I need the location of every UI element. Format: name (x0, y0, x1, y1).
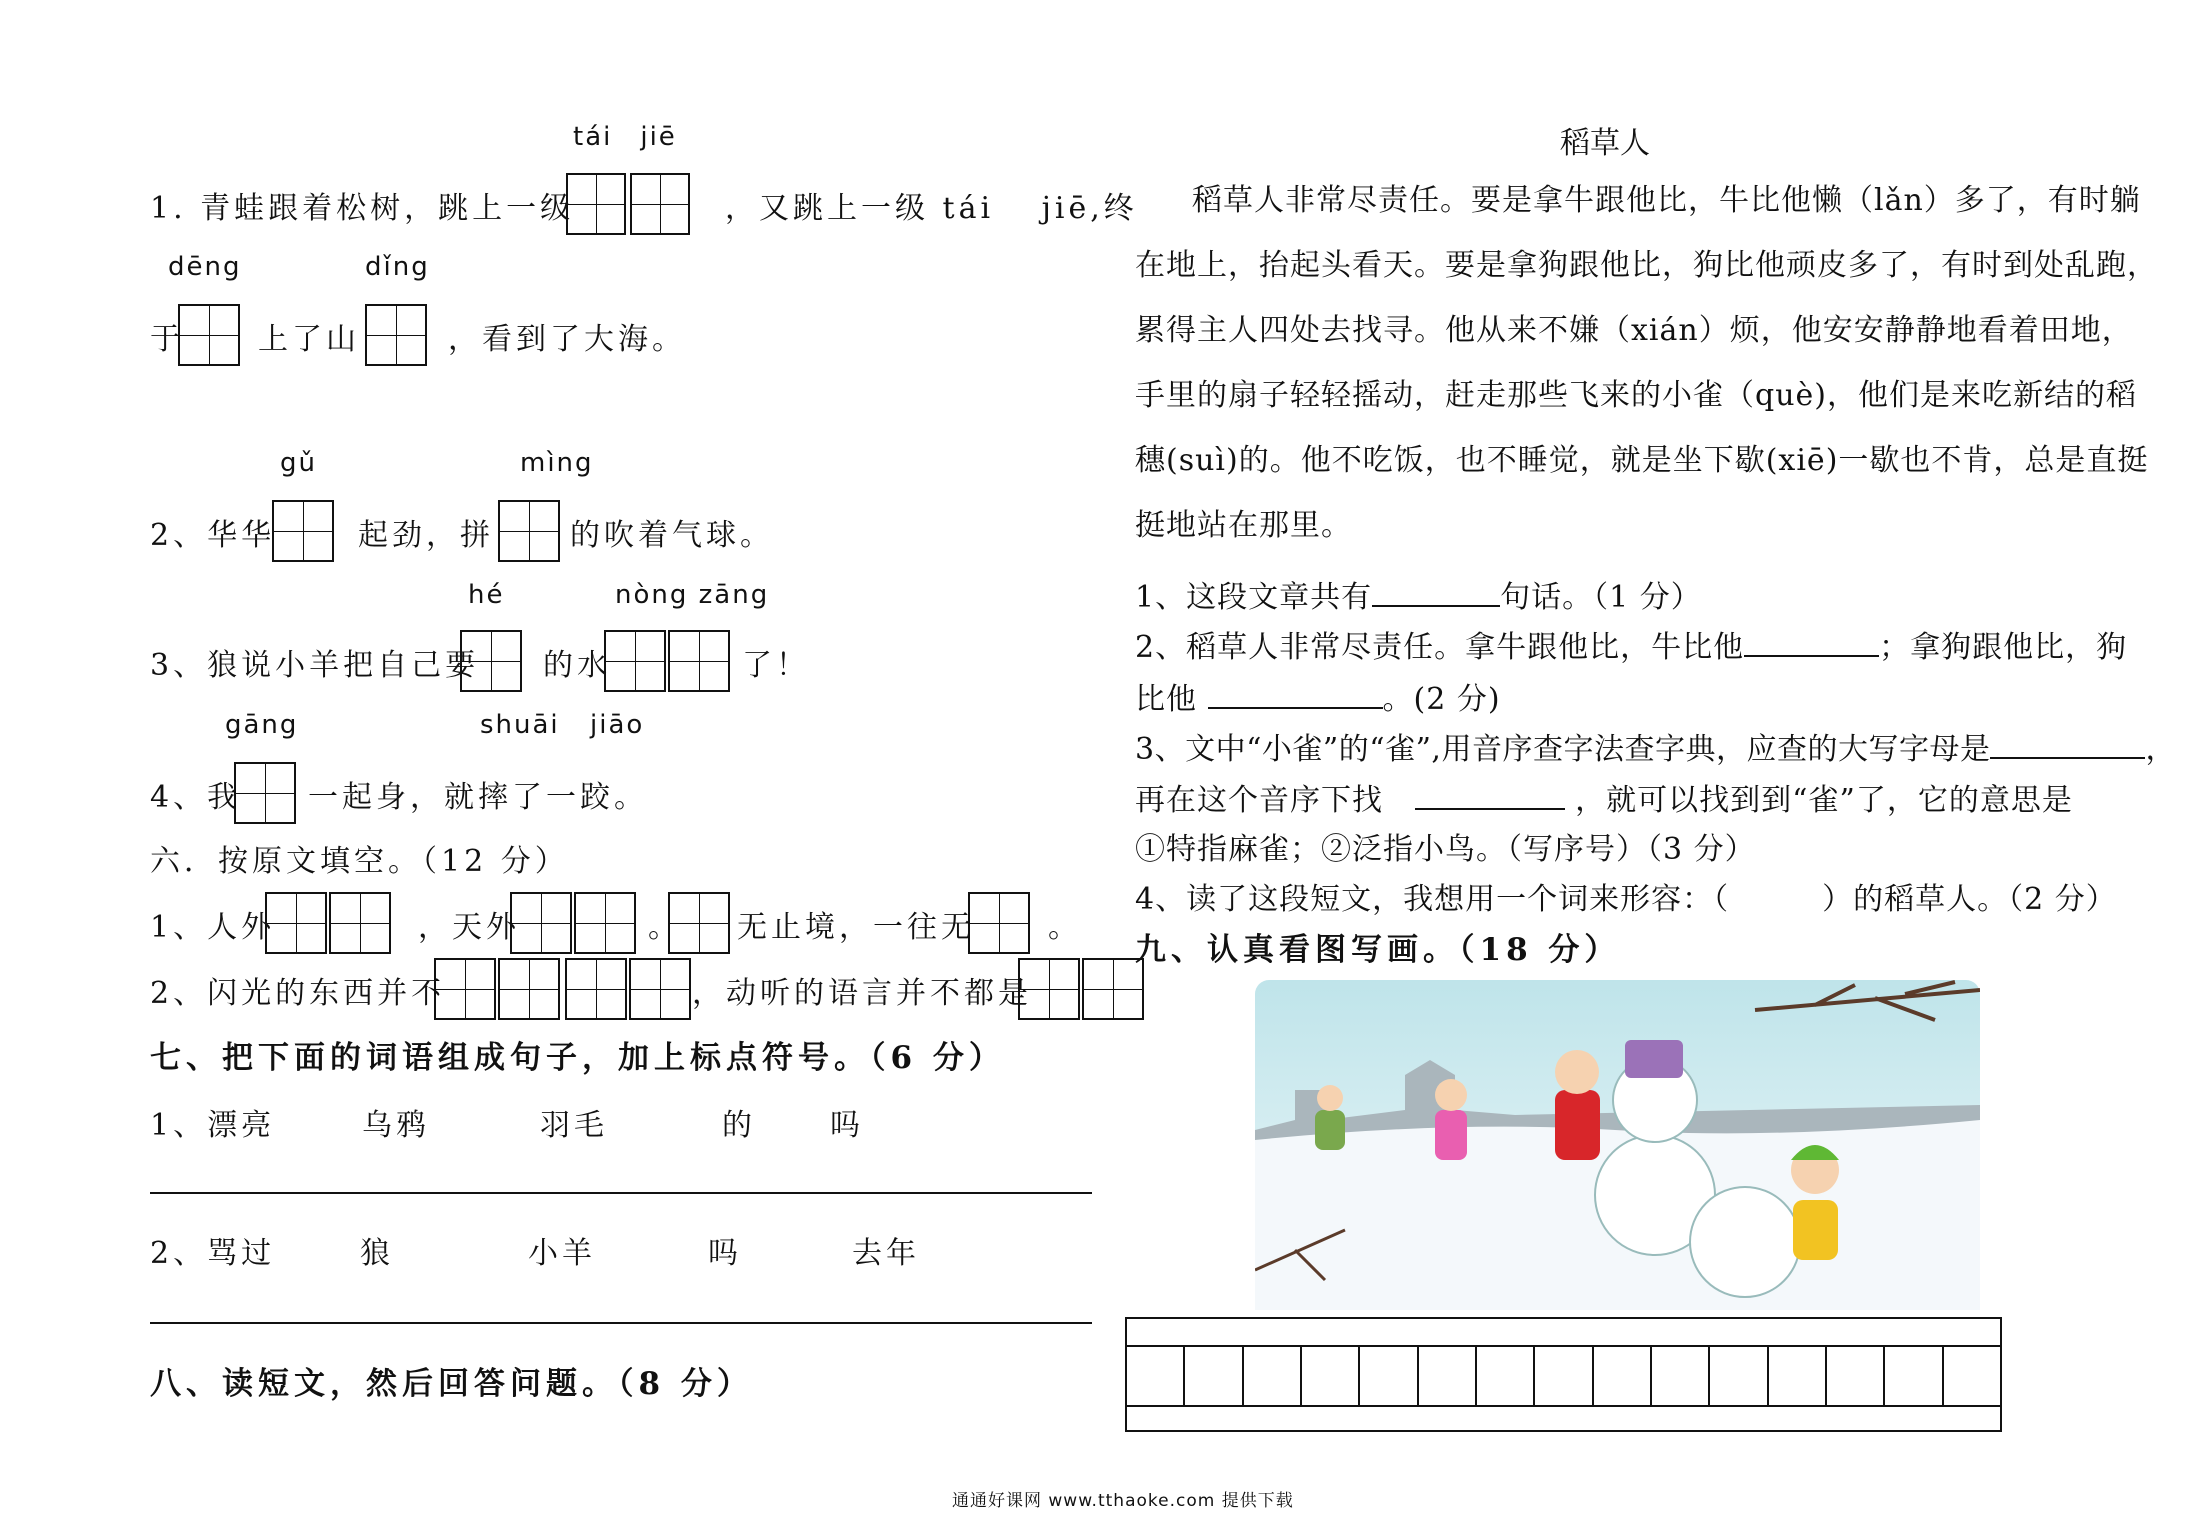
q5-line2-text-b: 上了山 (258, 322, 360, 357)
child-pink-coat (1435, 1110, 1467, 1160)
q8-answer-4: 4、读了这段短文，我想用一个词来形容：（ ）的稻草人。（2 分） (1135, 882, 2117, 917)
char-box[interactable] (498, 958, 560, 1020)
q5-line4-text-b: 的水 (543, 648, 611, 683)
q8-answer-3b: 再在这个音序下找 ，就可以找到到“雀”了，它的意思是 (1135, 783, 2073, 818)
q7-s1-w2: 乌鸦 (362, 1108, 430, 1143)
section-8-title: 八、读短文，然后回答问题。（8 分） (150, 1366, 753, 1402)
answer-blank[interactable] (1415, 784, 1565, 810)
grid-cell[interactable] (1127, 1347, 1185, 1405)
q8-answer-1: 1、这段文章共有 句话。（1 分） (1135, 580, 1702, 615)
snowman-illustration (1255, 980, 1980, 1310)
char-box[interactable] (272, 500, 334, 562)
footer: 通通好课网 www.tthaoke.com 提供下载 (952, 1491, 1294, 1511)
pinyin-nongzang: nòng zāng (615, 580, 770, 610)
q5-line4-text-a: 3、狼说小羊把自己要 (150, 648, 480, 683)
answer-line[interactable] (150, 1192, 1092, 1194)
story-line-2: 在地上，抬起头看天。要是拿狗跟他比，狗比他顽皮多了，有时到处乱跑， (1135, 248, 2158, 283)
grid-cell[interactable] (1769, 1347, 1827, 1405)
q6-line1-c: 。 (648, 910, 682, 945)
writing-grid (1125, 1317, 2002, 1432)
grid-cell[interactable] (1477, 1347, 1535, 1405)
pinyin-deng: dēng (168, 252, 242, 282)
grid-row (1127, 1345, 2000, 1407)
char-box[interactable] (668, 630, 730, 692)
grid-cell[interactable] (1360, 1347, 1418, 1405)
grid-cell[interactable] (1535, 1347, 1593, 1405)
char-box[interactable] (968, 892, 1030, 954)
section-6-title: 六．按原文填空。（12 分） (150, 844, 569, 879)
child-green-coat (1315, 1110, 1345, 1150)
girl-red-coat (1555, 1090, 1600, 1160)
char-box[interactable] (329, 892, 391, 954)
story-line-1: 稻草人非常尽责任。要是拿牛跟他比，牛比他懒（lǎn）多了，有时躺 (1192, 183, 2141, 218)
char-box[interactable] (265, 892, 327, 954)
q7-s1-w5: 吗 (830, 1108, 864, 1143)
grid-cell[interactable] (1652, 1347, 1710, 1405)
child-face (1317, 1085, 1343, 1111)
q7-s2-w4: 吗 (708, 1236, 742, 1271)
q7-s1-w4: 的 (722, 1108, 756, 1143)
section-7-title: 七、把下面的词语组成句子，加上标点符号。（6 分） (150, 1040, 1005, 1076)
char-box[interactable] (498, 500, 560, 562)
q8-answer-2b: 比他 。(2 分) (1135, 682, 1501, 717)
q5-line3-text-c: 的吹着气球。 (570, 518, 774, 553)
grid-cell[interactable] (1594, 1347, 1652, 1405)
char-box[interactable] (604, 630, 666, 692)
q8-answer-3c: ①特指麻雀；②泛指小鸟。（写序号）（3 分） (1135, 832, 1756, 867)
q7-s1-w3: 羽毛 (540, 1108, 608, 1143)
story-title: 稻草人 (1560, 126, 1650, 161)
q6-line1-a: 1、人外 (150, 910, 276, 945)
section-9-title: 九、认真看图写画。（18 分） (1135, 932, 1621, 968)
q5-line2-text-c: ，看到了大海。 (448, 322, 686, 357)
pinyin-ming: mìng (520, 448, 594, 478)
story-line-3: 累得主人四处去找寻。他从来不嫌（xián）烦，他安安静静地看着田地， (1135, 313, 2133, 348)
story-line-4: 手里的扇子轻轻摇动，赶走那些飞来的小雀（què)，他们是来吃新结的稻 (1135, 378, 2137, 413)
char-box[interactable] (510, 892, 572, 954)
q7-s2-w1: 2、骂过 (150, 1236, 276, 1271)
q5-line5-text-a: 4、我 (150, 780, 242, 815)
grid-cell[interactable] (1419, 1347, 1477, 1405)
char-box[interactable] (565, 958, 627, 1020)
grid-cell[interactable] (1185, 1347, 1243, 1405)
grid-cell[interactable] (1885, 1347, 1943, 1405)
q8-answer-3: 3、文中“小雀”的“雀”,用音序查字法查字典，应查的大写字母是 ， (1135, 732, 2176, 767)
pinyin-gu: gǔ (280, 448, 317, 478)
q5-line1-text-b: ，又跳上一级 tái jiē,终 (725, 191, 1138, 226)
snowball (1690, 1187, 1800, 1297)
answer-blank[interactable] (1990, 733, 2145, 759)
grid-cell[interactable] (1244, 1347, 1302, 1405)
pinyin-ding: dǐng (365, 252, 430, 282)
char-box[interactable] (234, 762, 296, 824)
q6-line1-e: 。 (1048, 910, 1082, 945)
boy-yellow-coat (1793, 1200, 1838, 1260)
answer-line[interactable] (150, 1322, 1092, 1324)
char-box[interactable] (460, 630, 522, 692)
char-box[interactable] (668, 892, 730, 954)
char-box[interactable] (566, 173, 626, 235)
q6-line1-d: 无止境，一往无 (737, 910, 975, 945)
q5-line4-text-c: 了！ (742, 648, 810, 683)
bucket-hat (1625, 1040, 1683, 1078)
story-line-5: 穗(suì)的。他不吃饭，也不睡觉，就是坐下歇(xiē)一歇也不肯，总是直挺 (1135, 443, 2149, 478)
q5-line3-text-b: 起劲，拼 (358, 518, 494, 553)
q8-answer-2: 2、稻草人非常尽责任。拿牛跟他比，牛比他 ；拿狗跟他比，狗 (1135, 630, 2128, 665)
answer-blank[interactable] (1208, 683, 1383, 709)
answer-blank[interactable] (1372, 581, 1500, 607)
q5-line3-text-a: 2、华华 (150, 518, 276, 553)
answer-blank[interactable] (1744, 631, 1879, 657)
q6-line2-b: ，动听的语言并不都是 (692, 976, 1032, 1011)
child-face (1435, 1079, 1467, 1111)
story-line-6: 挺地站在那里。 (1135, 508, 1352, 543)
q7-s2-w2: 狼 (360, 1236, 394, 1271)
girl-face (1555, 1050, 1599, 1094)
pinyin-he: hé (468, 580, 505, 610)
q5-line2-text-a: 于 (150, 322, 184, 357)
grid-cell[interactable] (1827, 1347, 1885, 1405)
q6-line2-a: 2、闪光的东西并不 (150, 976, 446, 1011)
char-box[interactable] (574, 892, 636, 954)
char-box[interactable] (365, 304, 427, 366)
grid-cell[interactable] (1710, 1347, 1768, 1405)
q7-s1-w1: 1、漂亮 (150, 1108, 276, 1143)
q5-line5-text-b: 一起身，就摔了一跤。 (308, 780, 648, 815)
q7-s2-w3: 小羊 (528, 1236, 596, 1271)
pinyin-jiao: jiāo (590, 710, 645, 740)
q7-s2-w5: 去年 (852, 1236, 920, 1271)
pinyin-shuai: shuāi (480, 710, 560, 740)
char-box[interactable] (630, 173, 690, 235)
char-box[interactable] (629, 958, 691, 1020)
char-box[interactable] (434, 958, 496, 1020)
pinyin-gang: gāng (225, 710, 299, 740)
char-box[interactable] (1018, 958, 1080, 1020)
pinyin-taijie: tái jiē (573, 122, 677, 152)
grid-cell[interactable] (1944, 1347, 2000, 1405)
grid-cell[interactable] (1302, 1347, 1360, 1405)
char-box[interactable] (178, 304, 240, 366)
q5-line1-text-a: 1. 青蛙跟着松树，跳上一级 (150, 191, 575, 226)
q6-line1-b: ，天外 (418, 910, 520, 945)
